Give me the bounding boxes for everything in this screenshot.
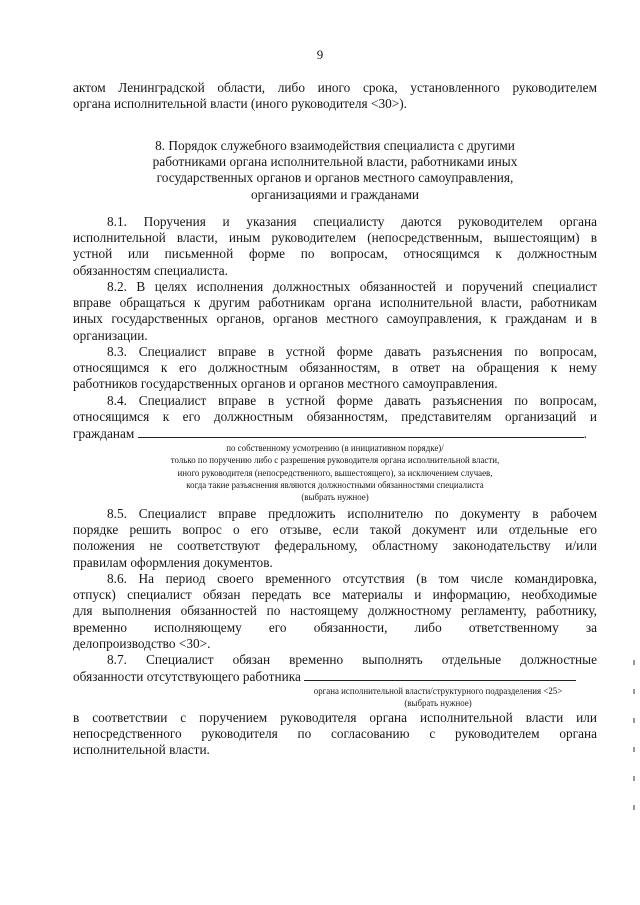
text-line: 8.4. Специалист вправе в устной форме давать разъяснения по вопросам, [107, 393, 597, 408]
fill-in-blank [138, 425, 584, 438]
text-line: вправе обращаться к другим работникам органа исполнительной власти, работникам [73, 295, 597, 311]
text-line: исполнительной власти, иным руководителем (непосредственным, вышестоящим) в [73, 230, 597, 246]
intro-paragraph [73, 80, 597, 112]
text-line: для выполнения обязанностей по настоящему должностному регламенту, работнику, [73, 603, 597, 619]
hint-line: органа исполнительной власти/структурного подразделения <25> [313, 686, 563, 696]
text-fragment: гражданам [73, 426, 135, 442]
text-line: актом Ленинградской области, либо иного срока, установленного руководителем [73, 80, 597, 95]
paragraph-8-7-continuation [73, 710, 597, 759]
hint-line: по собственному усмотрению (в инициативном порядке)/ [226, 443, 444, 453]
paragraph-8-7-hint [268, 685, 608, 710]
text-line: работников государственных органов и органов местного самоуправления. [73, 376, 498, 392]
paragraph-8-4 [73, 393, 597, 442]
paragraph-8-1 [73, 214, 597, 279]
text-line: 8.6. На период своего временного отсутствия (в том числе командировка, [107, 571, 597, 586]
text-line: относящимся к его должностным обязанностям, в ответ на обращения к нему [73, 360, 597, 376]
text-line [73, 668, 597, 684]
text-line: иных государственных органов, органов местного самоуправления, к гражданам и в [73, 311, 597, 327]
text-line [73, 425, 597, 441]
paragraph-8-2 [73, 279, 597, 344]
text-line: порядке решить вопрос о его отзыве, если такой документ или отдельные его [73, 522, 597, 538]
hint-line: когда такие разъяснения являются должностными обязанностями специалиста [186, 479, 484, 490]
text-line: 8.5. Специалист вправе предложить исполнителю по документу в рабочем [107, 506, 597, 521]
paragraph-8-4-hint [73, 442, 597, 503]
scan-margin-marks [632, 660, 636, 850]
hint-line: (выбрать нужное) [301, 492, 369, 503]
text-line: в соответствии с поручением руководителя органа исполнительной власти или [73, 710, 597, 725]
text-line: органа исполнительной власти (иного руководителя <30>). [73, 96, 408, 112]
text-fragment: обязанности отсутствующего работника [73, 669, 301, 685]
paragraph-8-5 [73, 506, 597, 571]
fill-in-blank [304, 668, 576, 681]
heading-line: 8. Порядок служебного взаимодействия специалиста с другими [155, 138, 515, 153]
text-line: 8.7. Специалист обязан временно выполнять отдельные должностные [107, 652, 597, 667]
text-line: правилам оформления документов. [73, 554, 273, 570]
text-line: обязанностям специалиста. [73, 262, 228, 278]
text-line: устной или письменной форме по вопросам, относящимся к должностным [73, 246, 597, 262]
text-line: 8.3. Специалист вправе в устной форме давать разъяснения по вопросам, [107, 344, 597, 359]
paragraph-8-6 [73, 571, 597, 652]
heading-line: работниками органа исполнительной власти, работниками иных [152, 154, 518, 170]
hint-line: (выбрать нужное) [404, 698, 472, 709]
text-line: непосредственного руководителя по согласованию с руководителем органа [73, 726, 597, 742]
text-line: положения не соответствуют федеральному, областному законодательству и/или [73, 538, 597, 554]
hint-line: только по поручению либо с разрешения руководителя органа исполнительной власти, [170, 455, 500, 466]
text-line: 8.1. Поручения и указания специалисту даются руководителем органа [107, 214, 597, 229]
heading-line: государственных органов и органов местного самоуправления, [156, 170, 514, 186]
section-heading [73, 138, 597, 203]
text-fragment: . [583, 426, 587, 442]
paragraph-8-3 [73, 344, 597, 393]
text-line: временно исполняющему его обязанности, либо ответственному за [73, 619, 597, 635]
hint-line: иного руководителя (непосредственного, вышестоящего), за исключением случаев, [177, 467, 493, 478]
heading-line: организациями и гражданами [250, 186, 420, 202]
page-number: 9 [316, 47, 324, 62]
text-line: относящимся к его должностным обязанностям, представителям организаций и [73, 409, 597, 425]
text-line: 8.2. В целях исполнения должностных обязанностей и поручений специалист [107, 279, 597, 294]
text-line: организации. [73, 327, 148, 343]
text-line: отпуск) специалист обязан передать все материалы и информацию, необходимые [73, 587, 597, 603]
text-line: делопроизводство <30>. [73, 635, 211, 651]
text-line: исполнительной власти. [73, 742, 210, 758]
paragraph-8-7 [73, 652, 597, 684]
